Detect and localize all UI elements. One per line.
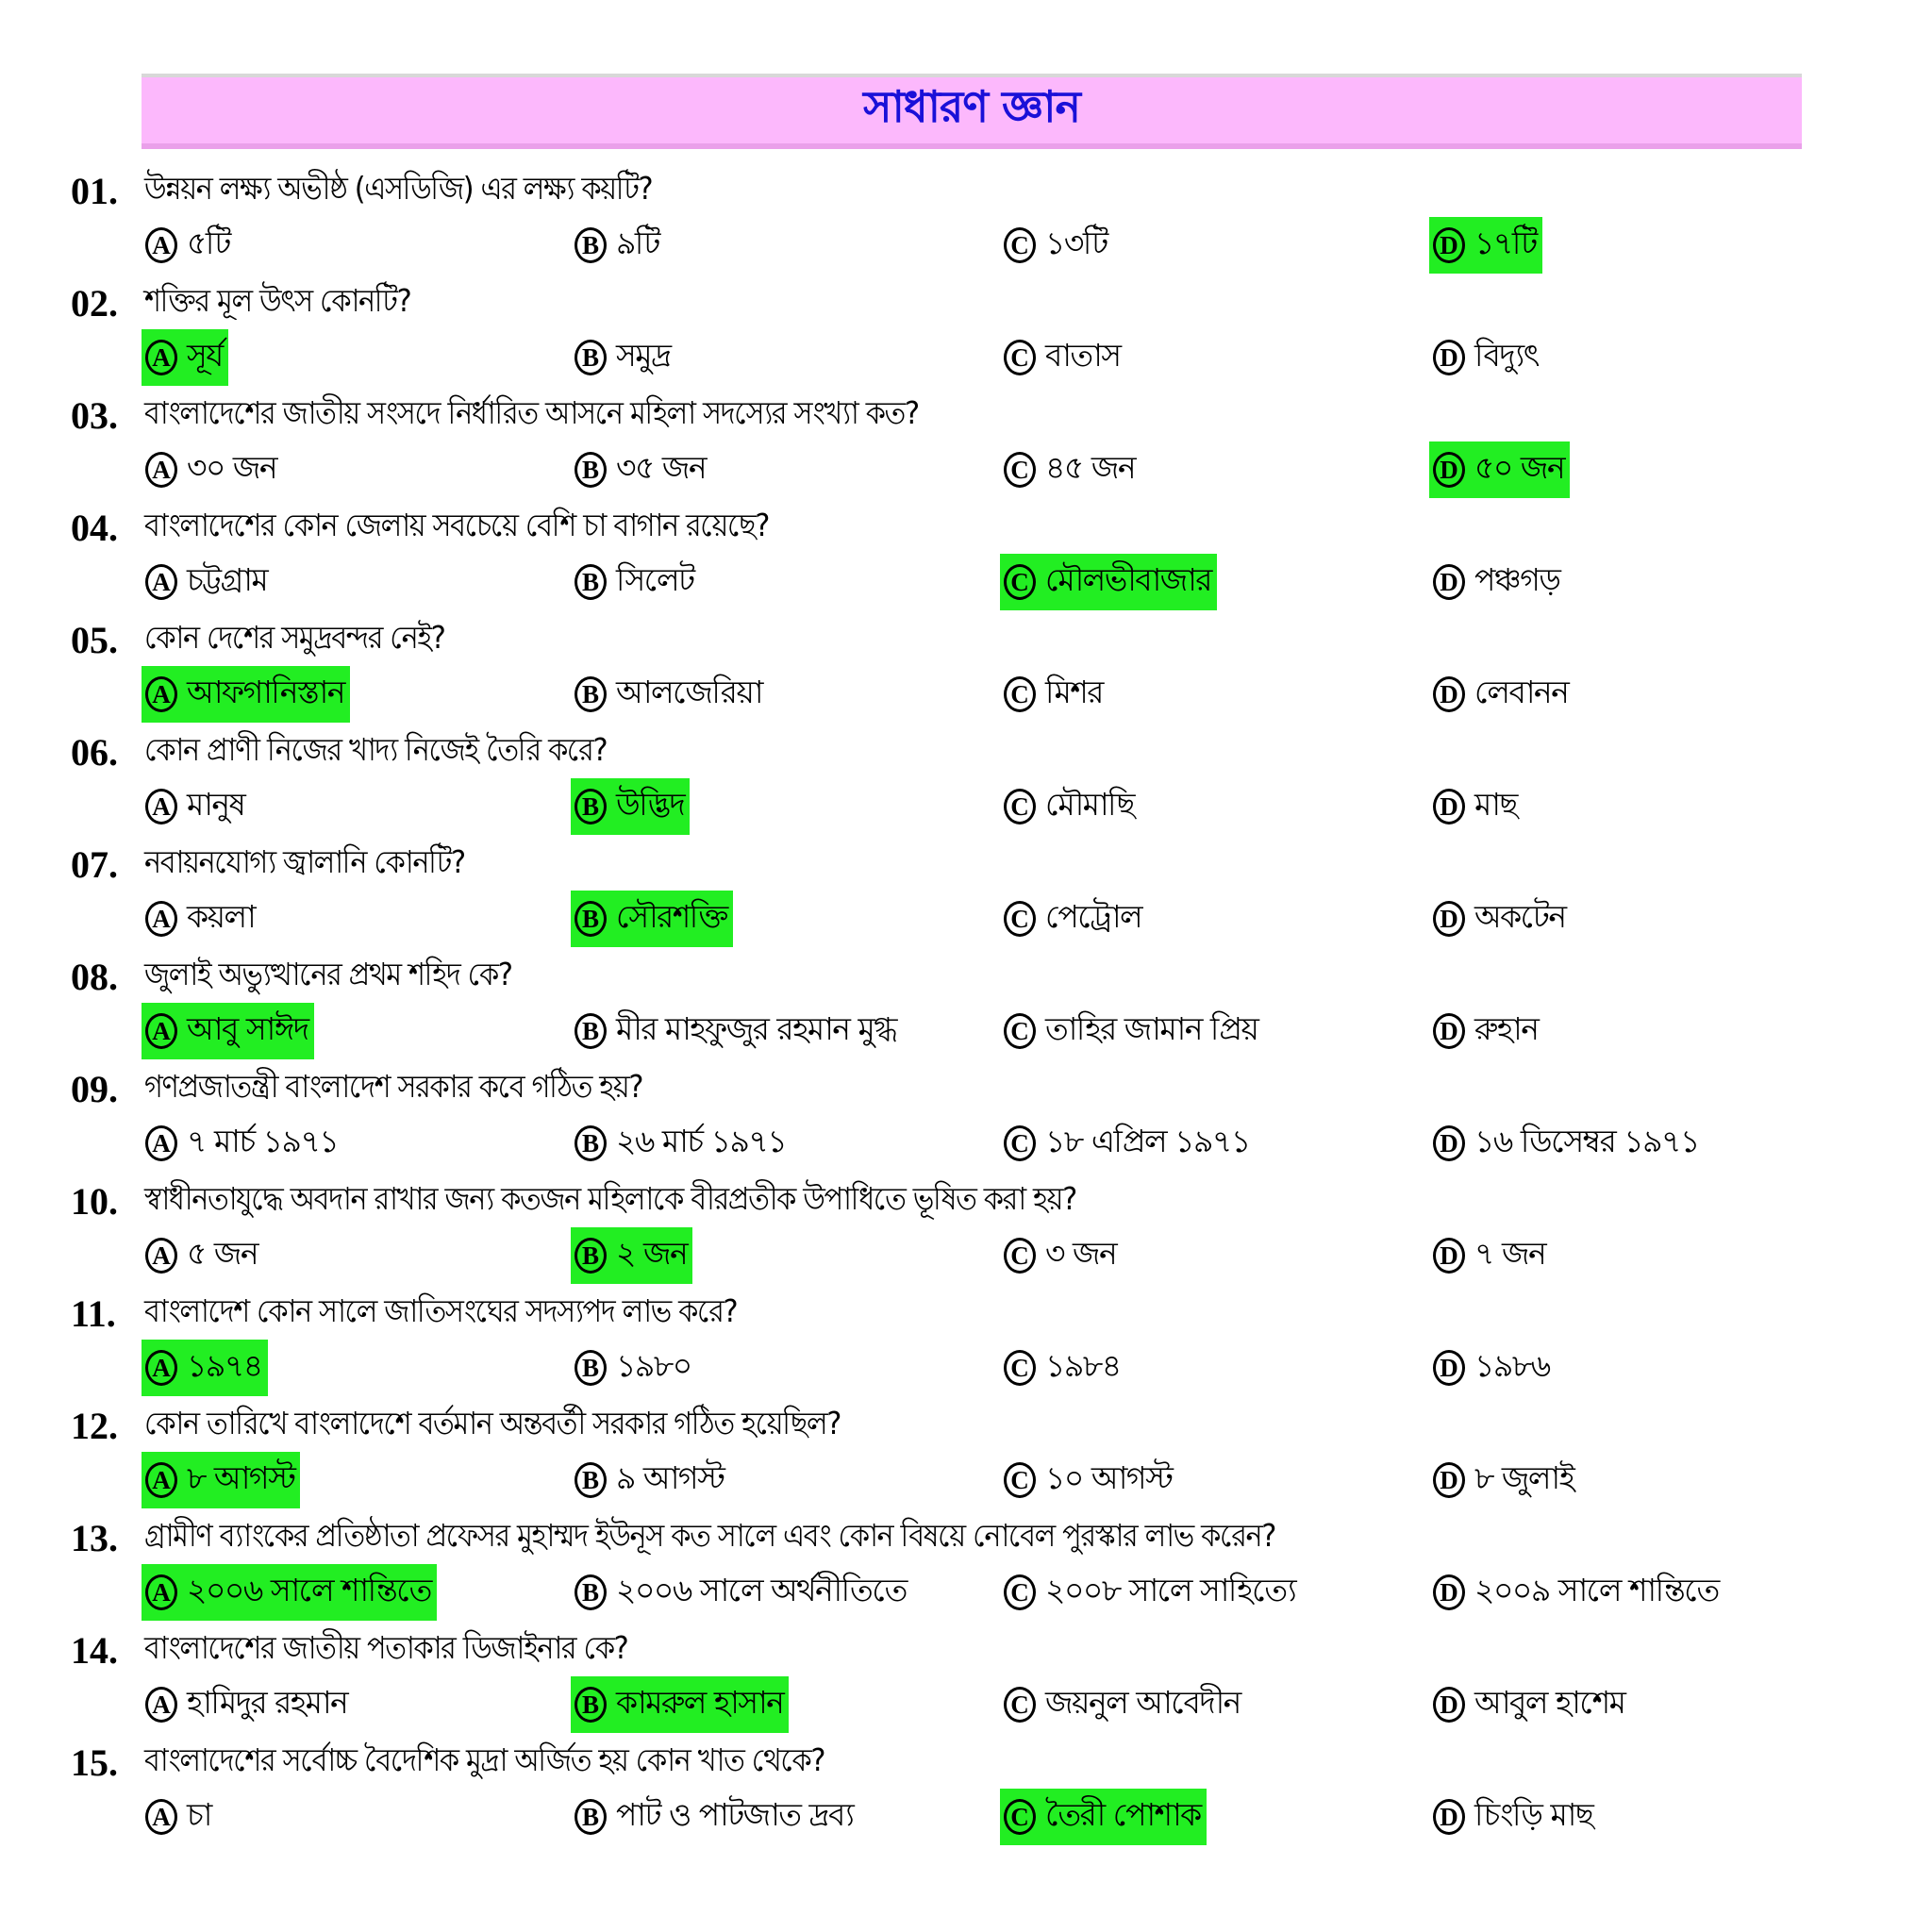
- circled-letter-c-icon: C: [1004, 1125, 1036, 1161]
- option-c[interactable]: [1000, 329, 1126, 386]
- option-b[interactable]: [571, 1789, 858, 1845]
- option-text: ১৯৮৬: [1474, 1347, 1550, 1384]
- option-row: [71, 666, 1863, 724]
- title-banner: [142, 74, 1802, 149]
- question-item: [71, 1285, 1863, 1397]
- circled-letter-d-icon: D: [1433, 1687, 1465, 1723]
- circled-letter-c-icon: C: [1004, 340, 1036, 375]
- question-number: 05.: [71, 618, 118, 661]
- question-line: [71, 275, 434, 331]
- option-d[interactable]: [1429, 778, 1523, 835]
- circled-letter-a-icon: A: [145, 789, 177, 824]
- option-text: আফগানিস্তান: [187, 674, 344, 710]
- option-b-correct[interactable]: [571, 778, 690, 835]
- option-b[interactable]: [571, 1340, 697, 1396]
- question-item: [71, 1622, 1863, 1734]
- option-a[interactable]: [142, 778, 250, 835]
- question-text: বাংলাদেশের জাতীয় সংসদে নির্ধারিত আসনে মহিলা সদস্যের সংখ্যা কত?: [144, 394, 919, 431]
- question-number: 03.: [71, 393, 118, 437]
- option-text: আলজেরিয়া: [616, 674, 762, 710]
- option-text: ৫ জন: [187, 1235, 258, 1272]
- option-row: [71, 1789, 1863, 1847]
- option-a-correct[interactable]: [142, 1340, 268, 1396]
- question-line: [71, 836, 492, 892]
- option-text: কয়লা: [187, 898, 256, 935]
- circled-letter-a-icon: A: [145, 676, 177, 712]
- option-a[interactable]: [142, 441, 282, 498]
- circled-letter-a-icon: A: [145, 901, 177, 937]
- question-line: [71, 1622, 670, 1678]
- question-line: [71, 1734, 884, 1790]
- option-d[interactable]: [1429, 554, 1565, 610]
- question-number: 14.: [71, 1628, 118, 1672]
- option-text: বাতাস: [1045, 337, 1121, 374]
- option-text: ৯ আগস্ট: [616, 1459, 724, 1496]
- circled-letter-d-icon: D: [1433, 564, 1465, 600]
- circled-letter-b-icon: B: [575, 1125, 607, 1161]
- option-d[interactable]: [1429, 1676, 1630, 1733]
- option-row: [71, 1340, 1863, 1398]
- option-a[interactable]: [142, 554, 273, 610]
- circled-letter-c-icon: C: [1004, 1350, 1036, 1386]
- circled-letter-d-icon: D: [1433, 676, 1465, 712]
- circled-letter-c-icon: C: [1004, 227, 1036, 263]
- option-d[interactable]: [1429, 1227, 1551, 1284]
- circled-letter-b-icon: B: [575, 1013, 607, 1049]
- question-text: স্বাধীনতাযুদ্ধে অবদান রাখার জন্য কতজন মহিলাকে বীরপ্রতীক উপাধিতে ভূষিত করা হয়?: [144, 1180, 1076, 1217]
- option-text: সিলেট: [616, 561, 694, 598]
- circled-letter-c-icon: C: [1004, 1013, 1036, 1049]
- option-row: [71, 1564, 1863, 1623]
- option-text: চট্টগ্রাম: [187, 561, 268, 598]
- option-d[interactable]: [1429, 1003, 1543, 1059]
- circled-letter-a-icon: A: [145, 1799, 177, 1835]
- option-text: লেবানন: [1474, 674, 1569, 710]
- question-text: উন্নয়ন লক্ষ্য অভীষ্ঠ (এসডিজি) এর লক্ষ্য কয়টি?: [144, 170, 653, 207]
- option-c-correct[interactable]: [1000, 554, 1217, 610]
- question-number: 10.: [71, 1179, 118, 1223]
- option-b[interactable]: [571, 217, 665, 274]
- circled-letter-b-icon: B: [575, 1799, 607, 1835]
- option-d-correct[interactable]: [1429, 217, 1542, 274]
- option-text: ২৬ মার্চ ১৯৭১: [616, 1123, 787, 1159]
- option-text: ২০০৮ সালে সাহিত্যে: [1045, 1572, 1296, 1608]
- option-c-correct[interactable]: [1000, 1789, 1207, 1845]
- option-text: পেট্রোল: [1045, 898, 1142, 935]
- option-b[interactable]: [571, 666, 768, 723]
- circled-letter-c-icon: C: [1004, 1799, 1036, 1835]
- option-text: পাট ও পাটজাত দ্রব্য: [616, 1796, 854, 1833]
- option-row: [71, 778, 1863, 837]
- question-line: [71, 948, 543, 1005]
- question-text: কোন দেশের সমুদ্রবন্দর নেই?: [144, 619, 445, 656]
- option-text: ১৯৭৪: [187, 1347, 262, 1384]
- circled-letter-b-icon: B: [575, 1350, 607, 1386]
- option-text: অকটেন: [1474, 898, 1566, 935]
- option-b[interactable]: [571, 1564, 912, 1621]
- question-line: [71, 611, 471, 668]
- circled-letter-c-icon: C: [1004, 1238, 1036, 1274]
- option-text: আবুল হাশেম: [1474, 1684, 1625, 1721]
- option-a-correct[interactable]: [142, 1452, 300, 1508]
- question-item: [71, 387, 1863, 499]
- question-line: [71, 162, 696, 219]
- question-number: 02.: [71, 281, 118, 325]
- option-text: ১৭টি: [1474, 225, 1537, 261]
- circled-letter-c-icon: C: [1004, 676, 1036, 712]
- option-text: ২ জন: [616, 1235, 688, 1272]
- option-text: মৌলভীবাজার: [1045, 561, 1211, 598]
- option-c[interactable]: [1000, 441, 1141, 498]
- circled-letter-a-icon: A: [145, 227, 177, 263]
- question-text: গ্রামীণ ব্যাংকের প্রতিষ্ঠাতা প্রফেসর মুহাম্মদ ইউনূস কত সালে এবং কোন বিষয়ে নোবেল পুরস্কার লাভ করেন?: [144, 1517, 1276, 1554]
- option-d[interactable]: [1429, 1789, 1598, 1845]
- circled-letter-c-icon: C: [1004, 1574, 1036, 1610]
- circled-letter-d-icon: D: [1433, 901, 1465, 937]
- question-line: [71, 1509, 1374, 1566]
- question-line: [71, 387, 986, 443]
- circled-letter-c-icon: C: [1004, 1687, 1036, 1723]
- question-line: [71, 724, 647, 780]
- circled-letter-a-icon: A: [145, 1238, 177, 1274]
- option-row: [71, 441, 1863, 500]
- circled-letter-d-icon: D: [1433, 1125, 1465, 1161]
- option-d[interactable]: [1429, 1340, 1556, 1396]
- option-row: [71, 554, 1863, 612]
- option-a-correct[interactable]: [142, 1564, 437, 1621]
- option-text: ৩০ জন: [187, 449, 277, 486]
- option-a-correct[interactable]: [142, 666, 350, 723]
- circled-letter-d-icon: D: [1433, 1462, 1465, 1498]
- question-text: নবায়নযোগ্য জ্বালানি কোনটি?: [144, 843, 465, 880]
- option-d-correct[interactable]: [1429, 441, 1570, 498]
- circled-letter-a-icon: A: [145, 1687, 177, 1723]
- option-text: মানুষ: [187, 786, 245, 823]
- option-text: ৭ মার্চ ১৯৭১: [187, 1123, 339, 1159]
- option-text: মাছ: [1474, 786, 1517, 823]
- question-line: [71, 1397, 901, 1454]
- option-text: ৮ জুলাই: [1474, 1459, 1574, 1496]
- option-text: পঞ্চগড়: [1474, 561, 1560, 598]
- option-text: ৯টি: [616, 225, 659, 261]
- option-text: ১০ আগস্ট: [1045, 1459, 1173, 1496]
- option-c[interactable]: [1000, 1340, 1126, 1396]
- option-text: সমুদ্র: [616, 337, 671, 374]
- circled-letter-d-icon: D: [1433, 1238, 1465, 1274]
- question-text: জুলাই অভ্যুত্থানের প্রথম শহিদ কে?: [144, 956, 512, 992]
- circled-letter-b-icon: B: [575, 1687, 607, 1723]
- option-a[interactable]: [142, 1115, 343, 1172]
- question-number: 11.: [71, 1291, 116, 1335]
- option-text: ৭ জন: [1474, 1235, 1546, 1272]
- option-text: ৫০ জন: [1474, 449, 1565, 486]
- circled-letter-a-icon: A: [145, 564, 177, 600]
- option-c[interactable]: [1000, 891, 1147, 947]
- option-text: মিশর: [1045, 674, 1103, 710]
- option-text: চা: [187, 1796, 211, 1833]
- circled-letter-d-icon: D: [1433, 340, 1465, 375]
- question-item: [71, 724, 1863, 836]
- option-b-correct[interactable]: [571, 1227, 692, 1284]
- question-item: [71, 1173, 1863, 1285]
- option-row: [71, 1676, 1863, 1735]
- circled-letter-d-icon: D: [1433, 227, 1465, 263]
- option-a-correct[interactable]: [142, 1003, 314, 1059]
- option-row: [71, 891, 1863, 949]
- question-number: 12.: [71, 1404, 118, 1447]
- option-a[interactable]: [142, 1789, 217, 1845]
- option-text: হামিদুর রহমান: [187, 1684, 348, 1721]
- option-text: ১৬ ডিসেম্বর ১৯৭১: [1474, 1123, 1699, 1159]
- circled-letter-a-icon: A: [145, 1574, 177, 1610]
- circled-letter-d-icon: D: [1433, 1574, 1465, 1610]
- option-b[interactable]: [571, 1003, 902, 1059]
- option-row: [71, 329, 1863, 388]
- page-title: সাধারণ জ্ঞান: [863, 81, 1080, 132]
- circled-letter-b-icon: B: [575, 452, 607, 488]
- option-text: সূর্য: [187, 337, 223, 374]
- option-d[interactable]: [1429, 666, 1574, 723]
- circled-letter-d-icon: D: [1433, 1350, 1465, 1386]
- question-text: গণপ্রজাতন্ত্রী বাংলাদেশ সরকার কবে গঠিত হয়?: [144, 1068, 643, 1105]
- option-text: ২০০৬ সালে অর্থনীতিতে: [616, 1572, 907, 1608]
- question-number: 07.: [71, 842, 118, 886]
- question-line: [71, 499, 824, 556]
- option-text: রুহান: [1474, 1010, 1539, 1047]
- question-item: [71, 611, 1863, 724]
- question-text: বাংলাদেশের জাতীয় পতাকার ডিজাইনার কে?: [144, 1629, 628, 1666]
- circled-letter-a-icon: A: [145, 1013, 177, 1049]
- circled-letter-b-icon: B: [575, 901, 607, 937]
- question-text: কোন তারিখে বাংলাদেশে বর্তমান অন্তবর্তী সরকার গঠিত হয়েছিল?: [144, 1405, 841, 1441]
- option-text: উদ্ভিদ: [616, 786, 685, 823]
- question-item: [71, 499, 1863, 611]
- option-row: [71, 1115, 1863, 1174]
- question-number: 01.: [71, 169, 118, 212]
- circled-letter-b-icon: B: [575, 564, 607, 600]
- circled-letter-a-icon: A: [145, 340, 177, 375]
- option-b[interactable]: [571, 1115, 791, 1172]
- circled-letter-b-icon: B: [575, 1574, 607, 1610]
- option-b[interactable]: [571, 554, 700, 610]
- question-item: [71, 162, 1863, 275]
- option-text: ১৯৮৪: [1045, 1347, 1121, 1384]
- question-text: বাংলাদেশের সর্বোচ্চ বৈদেশিক মুদ্রা অর্জিত হয় কোন খাত থেকে?: [144, 1741, 825, 1778]
- option-d[interactable]: [1429, 329, 1544, 386]
- question-line: [71, 1060, 686, 1117]
- option-text: সৌরশক্তি: [616, 898, 727, 935]
- option-d[interactable]: [1429, 891, 1572, 947]
- option-row: [71, 1003, 1863, 1061]
- circled-letter-b-icon: B: [575, 789, 607, 824]
- question-item: [71, 1734, 1863, 1846]
- option-c[interactable]: [1000, 1115, 1256, 1172]
- circled-letter-b-icon: B: [575, 227, 607, 263]
- option-text: ১৮ এপ্রিল ১৯৭১: [1045, 1123, 1250, 1159]
- option-b-correct[interactable]: [571, 891, 733, 947]
- question-line: [71, 1285, 789, 1341]
- option-b[interactable]: [571, 441, 711, 498]
- option-text: ৫টি: [187, 225, 230, 261]
- option-row: [71, 1227, 1863, 1286]
- option-d[interactable]: [1429, 1452, 1579, 1508]
- option-text: ২০০৯ সালে শান্তিতে: [1474, 1572, 1719, 1608]
- circled-letter-c-icon: C: [1004, 1462, 1036, 1498]
- option-d[interactable]: [1429, 1115, 1705, 1172]
- question-item: [71, 1509, 1863, 1622]
- question-number: 09.: [71, 1067, 118, 1110]
- circled-letter-d-icon: D: [1433, 1013, 1465, 1049]
- option-a-correct[interactable]: [142, 329, 228, 386]
- circled-letter-b-icon: B: [575, 1462, 607, 1498]
- question-line: [71, 1173, 1158, 1229]
- option-a[interactable]: [142, 1676, 353, 1733]
- option-c[interactable]: [1000, 1003, 1263, 1059]
- circled-letter-d-icon: D: [1433, 452, 1465, 488]
- option-text: ৮ আগস্ট: [187, 1459, 295, 1496]
- option-text: কামরুল হাসান: [616, 1684, 784, 1721]
- option-text: ১৩টি: [1045, 225, 1108, 261]
- question-number: 13.: [71, 1516, 118, 1559]
- option-d[interactable]: [1429, 1564, 1724, 1621]
- question-text: শক্তির মূল উৎস কোনটি?: [144, 282, 411, 319]
- question-number: 04.: [71, 506, 118, 549]
- circled-letter-b-icon: B: [575, 1238, 607, 1274]
- circled-letter-c-icon: C: [1004, 452, 1036, 488]
- option-text: ৩৫ জন: [616, 449, 707, 486]
- option-row: [71, 1452, 1863, 1510]
- option-text: ১৯৮০: [616, 1347, 691, 1384]
- option-c[interactable]: [1000, 778, 1140, 835]
- option-text: জয়নুল আবেদীন: [1045, 1684, 1241, 1721]
- circled-letter-a-icon: A: [145, 1125, 177, 1161]
- option-a[interactable]: [142, 1227, 263, 1284]
- circled-letter-a-icon: A: [145, 452, 177, 488]
- option-text: ২০০৬ সালে শান্তিতে: [187, 1572, 431, 1608]
- question-item: [71, 1060, 1863, 1173]
- option-c[interactable]: [1000, 1564, 1301, 1621]
- question-text: বাংলাদেশ কোন সালে জাতিসংঘের সদস্যপদ লাভ করে?: [144, 1292, 738, 1329]
- option-text: তৈরী পোশাক: [1045, 1796, 1201, 1833]
- option-text: বিদ্যুৎ: [1474, 337, 1539, 374]
- option-a[interactable]: [142, 891, 260, 947]
- option-text: মীর মাহফুজুর রহমান মুগ্ধ: [616, 1010, 896, 1047]
- option-c[interactable]: [1000, 1676, 1246, 1733]
- circled-letter-c-icon: C: [1004, 789, 1036, 824]
- option-a[interactable]: [142, 217, 236, 274]
- circled-letter-b-icon: B: [575, 340, 607, 375]
- option-b[interactable]: [571, 329, 676, 386]
- option-row: [71, 217, 1863, 275]
- circled-letter-a-icon: A: [145, 1462, 177, 1498]
- option-c[interactable]: [1000, 217, 1113, 274]
- option-c[interactable]: [1000, 1452, 1177, 1508]
- option-c[interactable]: [1000, 666, 1108, 723]
- question-item: [71, 1397, 1863, 1509]
- circled-letter-d-icon: D: [1433, 789, 1465, 824]
- question-item: [71, 948, 1863, 1060]
- question-item: [71, 836, 1863, 948]
- question-list: [71, 162, 1863, 1846]
- option-text: চিংড়ি মাছ: [1474, 1796, 1593, 1833]
- option-b[interactable]: [571, 1452, 729, 1508]
- option-b-correct[interactable]: [571, 1676, 789, 1733]
- circled-letter-c-icon: C: [1004, 901, 1036, 937]
- question-text: কোন প্রাণী নিজের খাদ্য নিজেই তৈরি করে?: [144, 731, 608, 768]
- circled-letter-c-icon: C: [1004, 564, 1036, 600]
- option-text: আবু সাঈদ: [187, 1010, 308, 1047]
- question-number: 15.: [71, 1740, 118, 1784]
- option-c[interactable]: [1000, 1227, 1122, 1284]
- option-text: ৪৫ জন: [1045, 449, 1136, 486]
- circled-letter-a-icon: A: [145, 1350, 177, 1386]
- question-item: [71, 275, 1863, 387]
- option-text: ৩ জন: [1045, 1235, 1117, 1272]
- option-text: মৌমাছি: [1045, 786, 1134, 823]
- question-number: 06.: [71, 730, 118, 774]
- question-text: বাংলাদেশের কোন জেলায় সবচেয়ে বেশি চা বাগান রয়েছে?: [144, 507, 769, 543]
- circled-letter-d-icon: D: [1433, 1799, 1465, 1835]
- circled-letter-b-icon: B: [575, 676, 607, 712]
- question-number: 08.: [71, 955, 118, 998]
- option-text: তাহির জামান প্রিয়: [1045, 1010, 1258, 1047]
